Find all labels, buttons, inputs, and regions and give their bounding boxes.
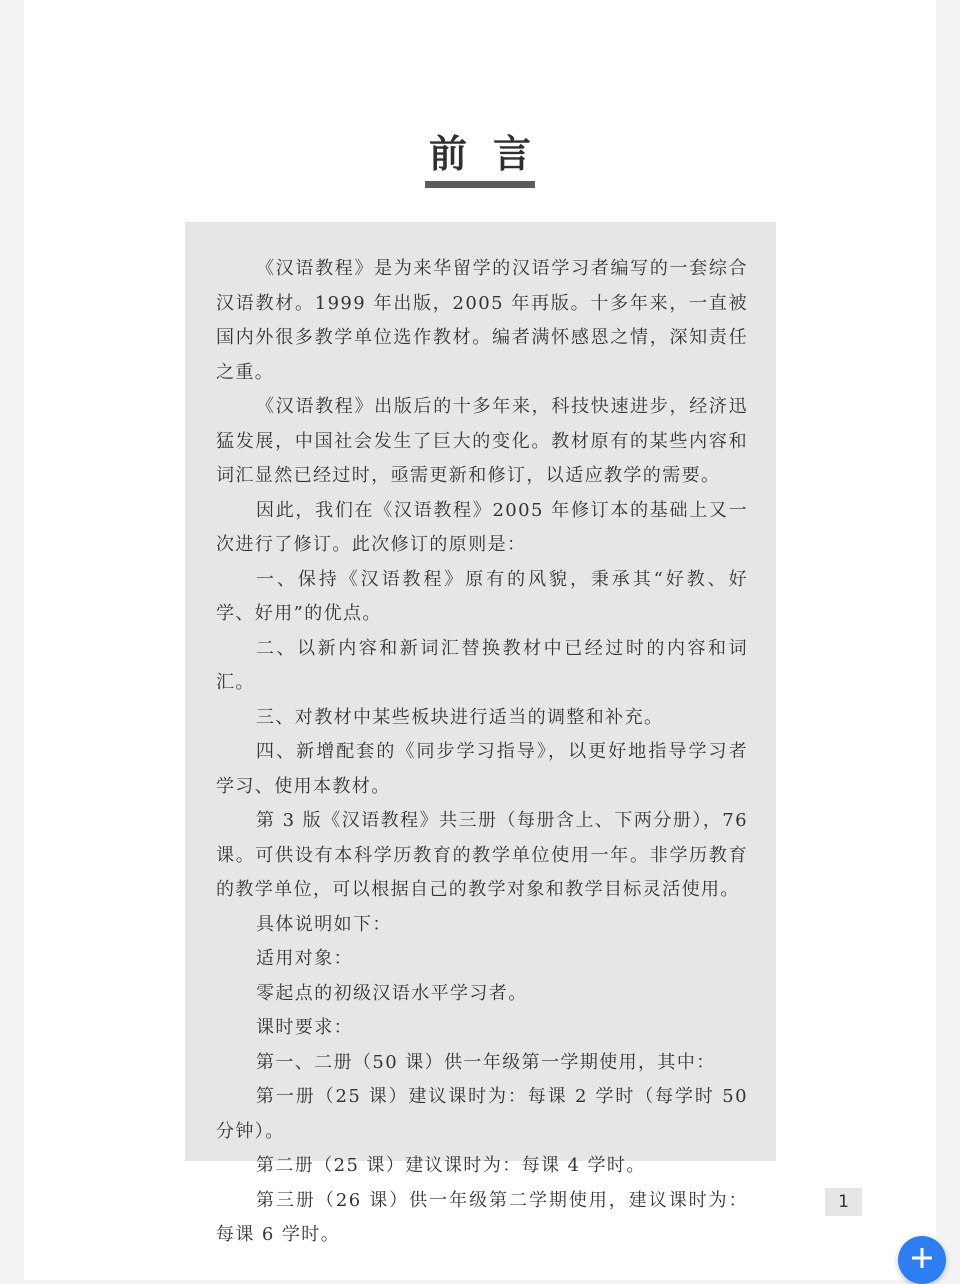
plus-icon [910,1246,934,1270]
page-title: 前言 [428,132,557,176]
add-button[interactable] [898,1236,946,1284]
paragraph: 第一、二册（50 课）供一年级第一学期使用，其中： [256,1051,716,1073]
paragraph: 第二册（25 课）建议课时为：每课 4 学时。 [256,1155,646,1176]
paragraph: 《汉语教程》出版后的十多年来，科技快速进步，经济迅猛发展，中国社会发生了巨大的变化。教材原有的某些内容和词汇显然已经过时，亟需更新和修订，以适应教学的需要。 [216,396,748,486]
paragraph: 零起点的初级汉语水平学习者。 [256,982,528,1004]
paragraph: 二、以新内容和新词汇替换教材中已经过时的内容和词汇。 [216,637,748,693]
paragraph: 因此，我们在《汉语教程》2005 年修订本的基础上又一次进行了修订。此次修订的原则是： [216,499,748,555]
paragraph: 适用对象： [256,948,353,969]
paragraph: 课时要求： [256,1017,353,1038]
paragraph: 《汉语教程》是为来华留学的汉语学习者编写的一套综合汉语教材。1999 年出版，2005 年再版。十多年来，一直被国内外很多教学单位选作教材。编者满怀感恩之情，深知责任之重。 [216,258,748,383]
page-number: 1 [825,1188,862,1216]
paragraph: 第 3 版《汉语教程》共三册（每册含上、下两分册），76 课。可供设有本科学历教育的教学单位使用一年。非学历教育的教学单位，可以根据自己的教学对象和教学目标灵活使用。 [216,810,748,900]
paragraph: 具体说明如下： [256,913,392,935]
title-underline [425,181,535,188]
paragraph: 第三册（26 课）供一年级第二学期使用，建议课时为：每课 6 学时。 [216,1189,748,1245]
paragraph: 三、对教材中某些板块进行适当的调整和补充。 [256,706,664,728]
paragraph: 一、保持《汉语教程》原有的风貌，秉承其“好教、好学、好用”的优点。 [216,568,748,624]
paragraph: 第一册（25 课）建议课时为：每课 2 学时（每学时 50 分钟）。 [216,1086,748,1142]
paragraph: 四、新增配套的《同步学习指导》，以更好地指导学习者学习、使用本教材。 [216,741,748,797]
preface-textbox [185,222,776,1245]
